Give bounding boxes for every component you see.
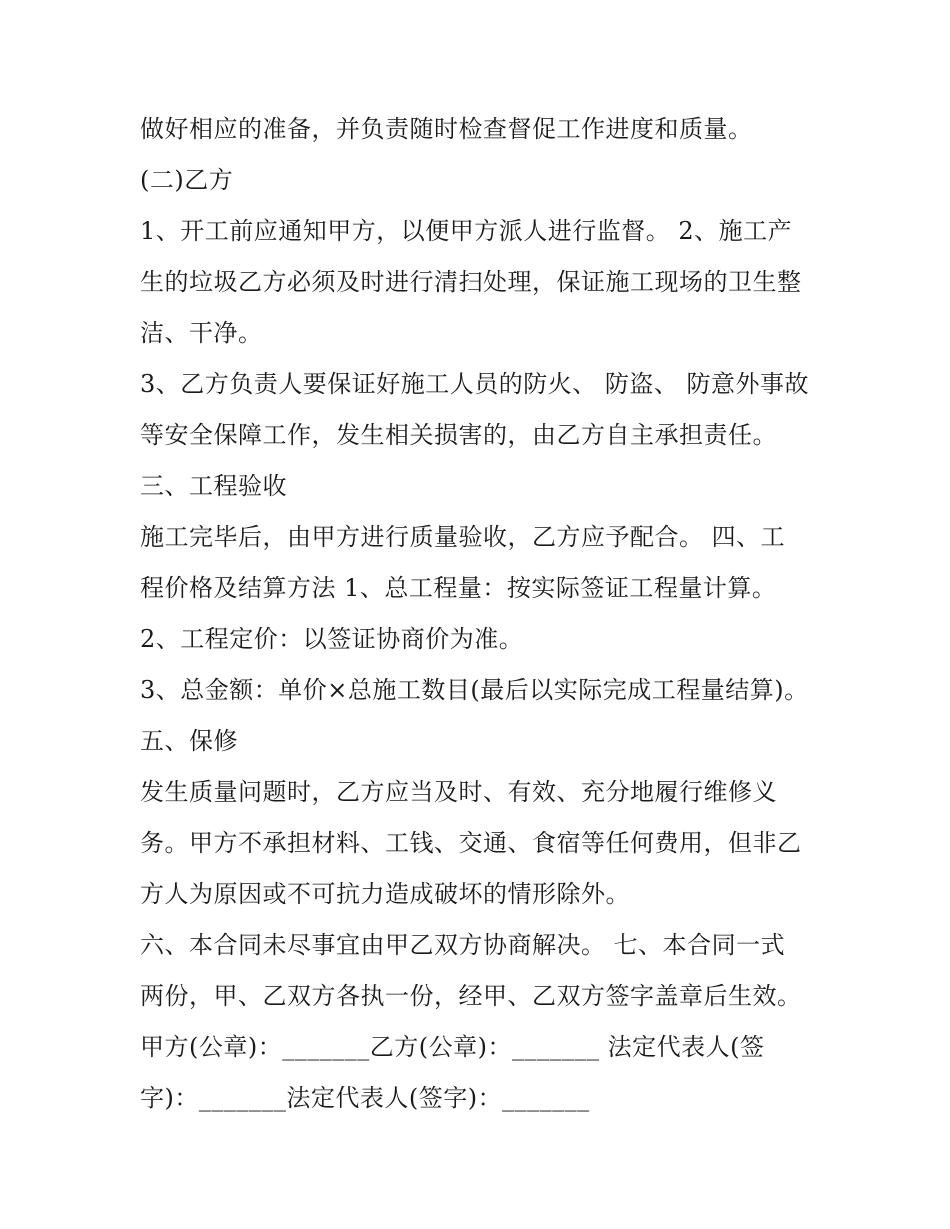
text-line: 施工完毕后，由甲方进行质量验收，乙方应予配合。 四、工 (140, 523, 786, 551)
text-line: 发生质量问题时，乙方应当及时、有效、充分地履行维修义 (140, 778, 777, 806)
text-line: 3、总金额：单价×总施工数目(最后以实际完成工程量结算)。 (140, 676, 809, 704)
text-line: 洁、干净。 (140, 319, 263, 347)
text-line: 做好相应的准备，并负责随时检查督促工作进度和质量。 (140, 115, 753, 143)
text-line: 程价格及结算方法 1、总工程量：按实际签证工程量计算。 (140, 574, 777, 602)
text-line: 3、乙方负责人要保证好施工人员的防火、 防盗、 防意外事故 (140, 370, 810, 398)
text-line: 务。甲方不承担材料、工钱、交通、食宿等任何费用，但非乙 (140, 829, 802, 857)
text-line: 两份，甲、乙双方各执一份，经甲、乙双方签字盖章后生效。 (140, 982, 802, 1010)
section-heading: 五、保修 (140, 727, 238, 755)
text-line: 2、工程定价：以签证协商价为准。 (140, 625, 524, 653)
signature-line: 甲方(公章)：_______乙方(公章)：_______ 法定代表人(签 (140, 1033, 765, 1061)
section-heading: 三、工程验收 (140, 472, 287, 500)
text-line: 方人为原因或不可抗力造成破坏的情形除外。 (140, 880, 630, 908)
text-line: 1、开工前应通知甲方，以便甲方派人进行监督。 2、施工产 (140, 217, 793, 245)
section-heading: (二)乙方 (140, 166, 234, 194)
contract-text (140, 104, 820, 1124)
signature-line: 字)：_______法定代表人(签字)：_______ (140, 1084, 590, 1112)
text-line: 生的垃圾乙方必须及时进行清扫处理，保证施工现场的卫生整 (140, 268, 802, 296)
text-line: 等安全保障工作，发生相关损害的，由乙方自主承担责任。 (140, 421, 777, 449)
text-line: 六、本合同未尽事宜由甲乙双方协商解决。 七、本合同一式 (140, 931, 786, 959)
